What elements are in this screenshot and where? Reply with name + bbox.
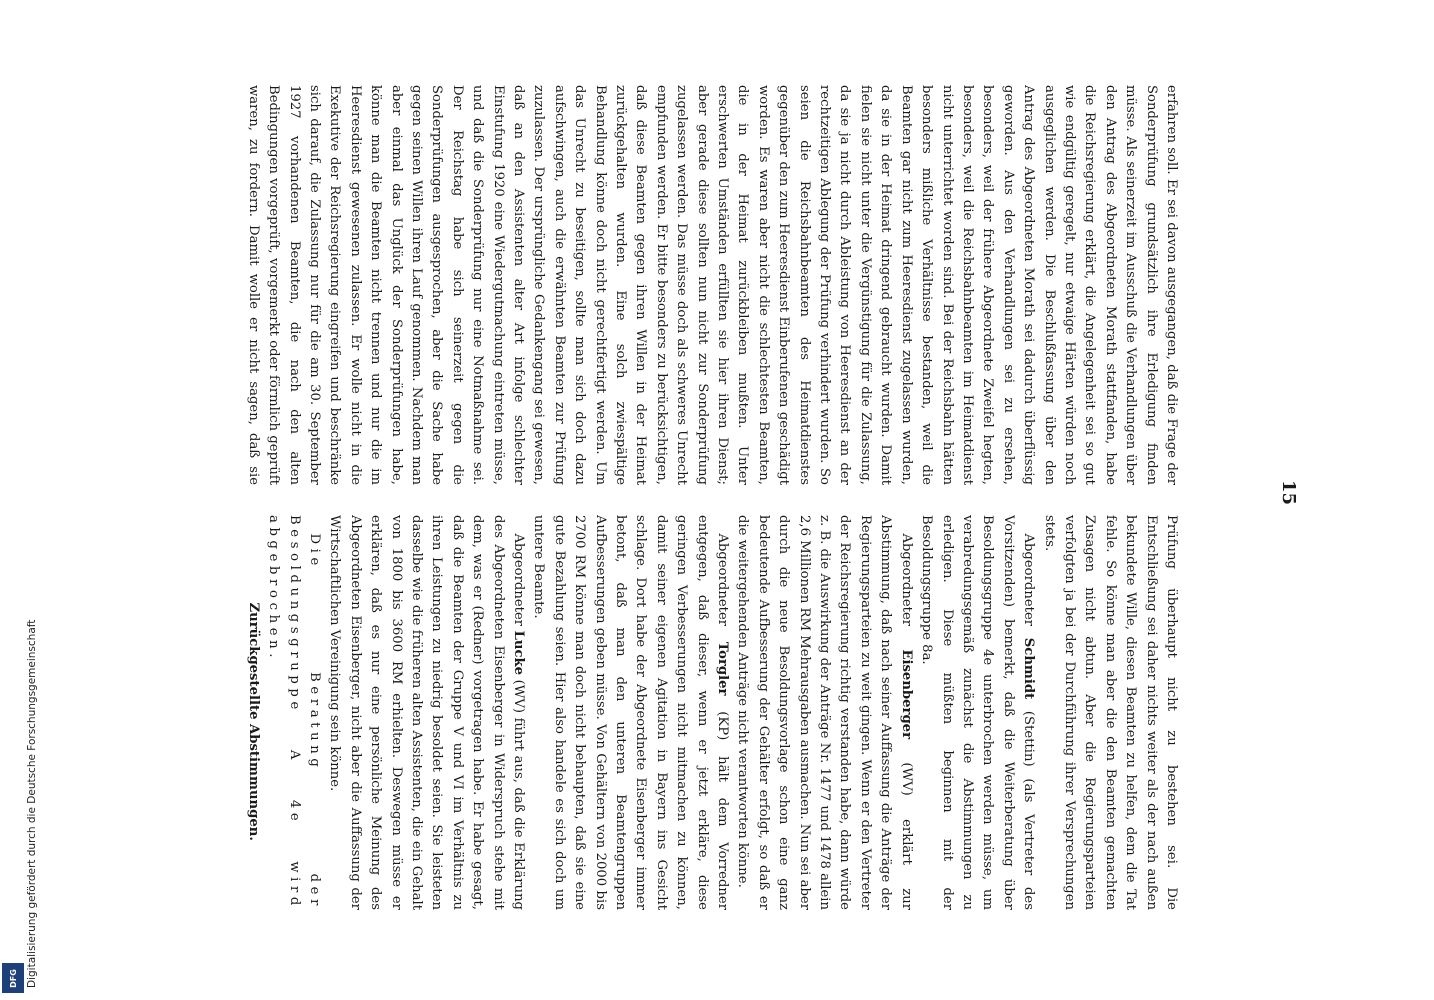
speaker-name: Schmidt [1021, 637, 1037, 700]
speaker-name: Eisenberger [898, 649, 914, 740]
text: (Stettin) (als Vertreter des Vorsitzenden) bemerkt, daß die Weiterberatung über Besoldungsgruppe 4e unterbrochen werden müsse, um verabredungsgemäß zunächst die Abstimmungen zu erledigen. Diese müßten beginnen mit der Besoldungsgruppe 8a. [919, 515, 1037, 910]
footer-text: Digitalisierung gefördert durch die Deutsche Forschungsgemeinschaft [26, 619, 38, 988]
text: Abgeordneter [1021, 533, 1037, 638]
logo-text: DFG [8, 968, 18, 988]
left-column [241, 85, 1181, 485]
paragraph-lucke [324, 515, 528, 910]
paragraph-schmidt [916, 515, 1038, 910]
document-page [149, 0, 1329, 1000]
speaker-name: Lucke [511, 630, 526, 676]
paragraph: erfahren soll. Er sei davon ausgegangen, daß die Frage der Sonderprüfung grundsätzlich ihre Erledigung finden müsse. Als seinerzeit im Ausschuß die Verhandlungen über den Antrag des Abgeordneten Morath stattfanden, habe die Reichsregierung erklärt, die Angelegenheit sei so gut wie endgültig geregelt, nur etwaige Härten würden noch ausgeglichen werden. Die Beschlußfassung über den Antrag des Abgeordneten Morath sei dadurch überflüssig geworden. Aus den Verhandlungen sei zu ersehen, besonders, weil der frühere Abgeordnete Zweifel hegten, besonders, weil die Reichsbahnbeamten im Heimatdienst nicht unterrichtet worden sind. Bei der Reichsbahn hätten besonders mißliche Verhältnisse bestanden, weil die Beamten gar nicht zum Heeresdienst zugelassen wurden, da sie in der Heimat dringend gebraucht wurden. Damit fielen sie nicht unter die Vergünstigung für die Zulassung, da sie ja nicht durch Ableistung von Heeresdienst an der rechtzeitigen Ablegung der Prüfung verhindert wurden. So seien die Reichsbahnbeamten des Heimatdienstes gegenüber den zum Heeresdienst Einberufenen geschädigt worden. Es waren aber nicht die schlechtesten Beamten, die in der Heimat zurückbleiben mußten. Unter erschwerten Umständen erfüllten sie hier ihren Dienst; aber gerade diese sollten nun nicht zur Sonderprüfung zugelassen werden. Das müsse doch als schweres Unrecht empfunden werden. Er bitte besonders zu berücksichtigen, daß diese Beamten gegen ihren Willen in der Heimat zurückgehalten wurden. Eine solch zwiespältige Behandlung könne doch nicht gerechtfertigt werden. Um das Unrecht zu beseitigen, sollte man sich doch dazu aufschwingen, auch die erwähnten Beamten zur Prüfung zuzulassen. Der ursprüngliche Gedankengang sei gewesen, daß an den Assistenten alter Art infolge schlechter Einstufung 1920 eine Wiedergutmachung eintreten müsse, und daß die Sonderprüfung nur eine Notmaßnahme sei. Der Reichstag habe sich seinerzeit gegen die Sonderprüfungen ausgesprochen, aber die Sache habe gegen seinen Willen ihren Lauf genommen. Nachdem man aber einmal das Unglück der Sonderprüfungen habe, könne man die Beamten nicht trennen und nur die im Heeresdienst gewesenen zulassen. Er wolle nicht in die Exekutive der Reichsregierung eingreifen und beschränke sich darauf, die Zulassung nur für die am 30. September 1927 vorhandenen Beamten, die nach den alten Bedingungen vorgeprüft, vorgemerkt oder förmlich geprüft waren, zu fordern. Damit wolle er nicht sagen, daß sie [245, 85, 1179, 485]
section-heading: Zurückgestellte Abstimmungen. [245, 602, 261, 841]
digitization-footer [0, 0, 38, 1000]
text: Abgeordneter [898, 533, 914, 650]
text: Abgeordneter [511, 533, 526, 631]
text: Abgeordneter [715, 533, 731, 642]
text: (WV) erklärt zur Abstimmung, daß nach seiner Auffassung die Anträge der Regierungsparteien zu weit gingen. Wenn er den Vertreter der Reichsregierung richtig verstanden habe, dann würde z. B. die Auswirkung der Anträge Nr. 1477 und 1478 allein 2,6 Millionen RM Mehrausgaben ausmachen. Nun sei aber durch die neue Besoldungsvorlage schon eine ganz bedeutende Aufbesserung der Gehälter erfolgt, so daß er die weitergehenden Anträge nicht verantworten könne. [735, 515, 914, 910]
paragraph-beratung: Die Beratung der Besoldungsgruppe A 4e wird abgebrochen. [266, 515, 322, 910]
paragraph-eisenberger [732, 515, 916, 910]
right-column [241, 515, 1181, 910]
dfg-logo [2, 963, 24, 993]
speaker-name: Torgler [715, 641, 731, 696]
page-number: 15 [1278, 480, 1299, 506]
paragraph: Prüfung überhaupt nicht zu bestehen sei. Die Entschließung sei daher nichts weiter als der nach außen bekundete Wille, diesen Beamten zu helfen, dem die Tat fehle. So könne man aber die den Beamten gemachten Zusagen nicht abtun. Aber die Regierungsparteien verfolgten ja bei der Durchführung ihrer Versprechungen stets. [1041, 515, 1179, 910]
paragraph-torgler [528, 515, 732, 910]
text: (KP) hält dem Vorredner entgegen, daß dieser, wenn er jetzt erkläre, diese geringen Verbesserungen nicht mitmachen zu können, damit seiner eigenen Agitation in Bayern ins Gesicht schlage. Dort habe der Abgeordnete Eisenberger immer betont, daß man den unteren Beamtengruppen Aufbesserungen geben müsse. Von Gehältern von 2000 bis 2700 RM könne man doch nicht behaupten, daß sie eine gute Bezahlung seien. Hier also handele es sich doch um untere Beamte. [531, 515, 731, 910]
text: (WV) führt aus, daß die Erklärung des Abgeordneten Eisenberger in Widerspruch stehe mit dem, was er (Redner) vorgetragen habe. Er habe gesagt, daß die Beamten der Gruppe V und VI im Verhältnis zu ihren Leistungen zu niedrig besoldet seien. Sie leisteten dasselbe wie die früheren alten Assistenten, die ein Gehalt von 1800 bis 3600 RM erhielten. Deswegen müsse er erklären, daß es nur eine persönliche Meinung des Abgeordneten Eisenberger, nicht aber die Auffassung der Wirtschaftlichen Vereinigung sein könne. [327, 515, 526, 910]
